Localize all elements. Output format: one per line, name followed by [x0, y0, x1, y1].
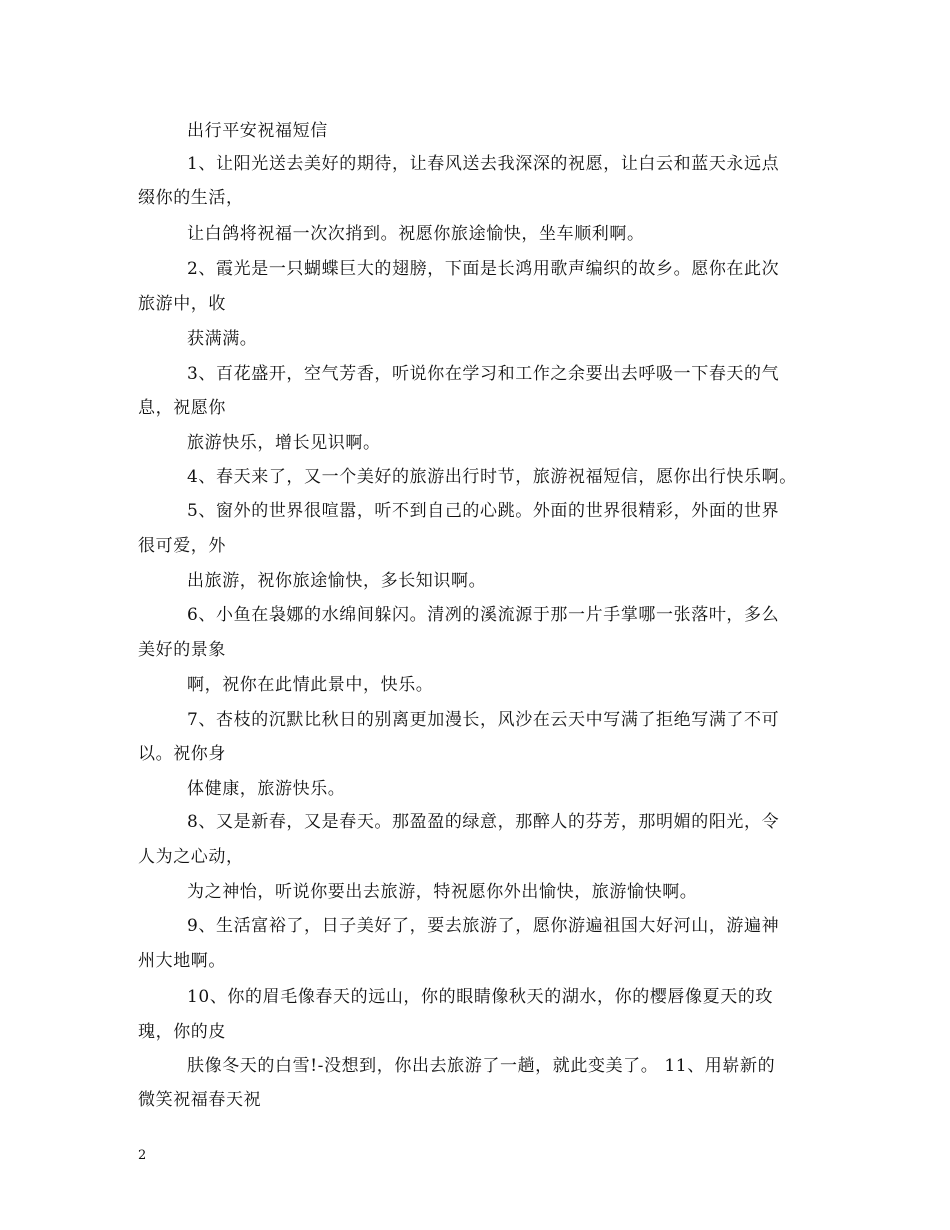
text-line: 3、百花盛开，空气芳香，听说你在学习和工作之余要出去呼吸一下春天的气	[187, 364, 780, 384]
text-line: 人为之心动，	[138, 847, 244, 867]
text-line: 啊，祝你在此情此景中，快乐。	[187, 675, 434, 695]
text-line: 美好的景象	[138, 640, 226, 660]
text-line: 8、又是新春，又是春天。那盈盈的绿意，那醉人的芬芳，那明媚的阳光，令	[187, 812, 780, 832]
text-line: 获满满。	[187, 329, 258, 349]
document-title: 出行平安祝福短信	[187, 121, 328, 141]
text-line: 4、春天来了，又一个美好的旅游出行时节，旅游祝福短信，愿你出行快乐啊。	[187, 467, 797, 487]
text-line: 微笑祝福春天祝	[138, 1090, 262, 1110]
text-line: 5、窗外的世界很喧嚣，听不到自己的心跳。外面的世界很精彩，外面的世界	[187, 501, 780, 521]
text-line: 缀你的生活，	[138, 188, 244, 208]
text-line: 息，祝愿你	[138, 398, 226, 418]
text-line: 为之神怡，听说你要出去旅游，特祝愿你外出愉快，旅游愉快啊。	[187, 882, 698, 902]
text-line: 1、让阳光送去美好的期待，让春风送去我深深的祝愿，让白云和蓝天永远点	[187, 154, 780, 174]
text-line: 州大地啊。	[138, 951, 226, 971]
text-line: 9、生活富裕了，日子美好了，要去旅游了，愿你游遍祖国大好河山，游遍神	[187, 916, 780, 936]
text-line: 以。祝你身	[138, 744, 226, 764]
text-line: 瑰，你的皮	[138, 1022, 226, 1042]
text-line: 出旅游，祝你旅途愉快，多长知识啊。	[187, 571, 487, 591]
text-line: 7、杏枝的沉默比秋日的别离更加漫长，风沙在云天中写满了拒绝写满了不可	[187, 710, 780, 730]
text-line: 旅游中，收	[138, 294, 226, 314]
text-line: 很可爱，外	[138, 536, 226, 556]
text-line: 2、霞光是一只蝴蝶巨大的翅膀，下面是长鸿用歌声编织的故乡。愿你在此次	[187, 259, 780, 279]
text-line: 10、你的眉毛像春天的远山，你的眼睛像秋天的湖水，你的樱唇像夏天的玫	[187, 987, 774, 1007]
text-line: 肤像冬天的白雪!-没想到，你出去旅游了一趟，就此变美了。 11、用崭新的	[187, 1056, 776, 1076]
text-line: 6、小鱼在袅娜的水绵间躲闪。清冽的溪流源于那一片手掌哪一张落叶，多么	[187, 605, 780, 625]
text-line: 体健康，旅游快乐。	[187, 779, 346, 799]
text-line: 旅游快乐，增长见识啊。	[187, 433, 381, 453]
page-number: 2	[138, 1148, 147, 1163]
text-line: 让白鸽将祝福一次次捎到。祝愿你旅途愉快，坐车顺利啊。	[187, 224, 645, 244]
